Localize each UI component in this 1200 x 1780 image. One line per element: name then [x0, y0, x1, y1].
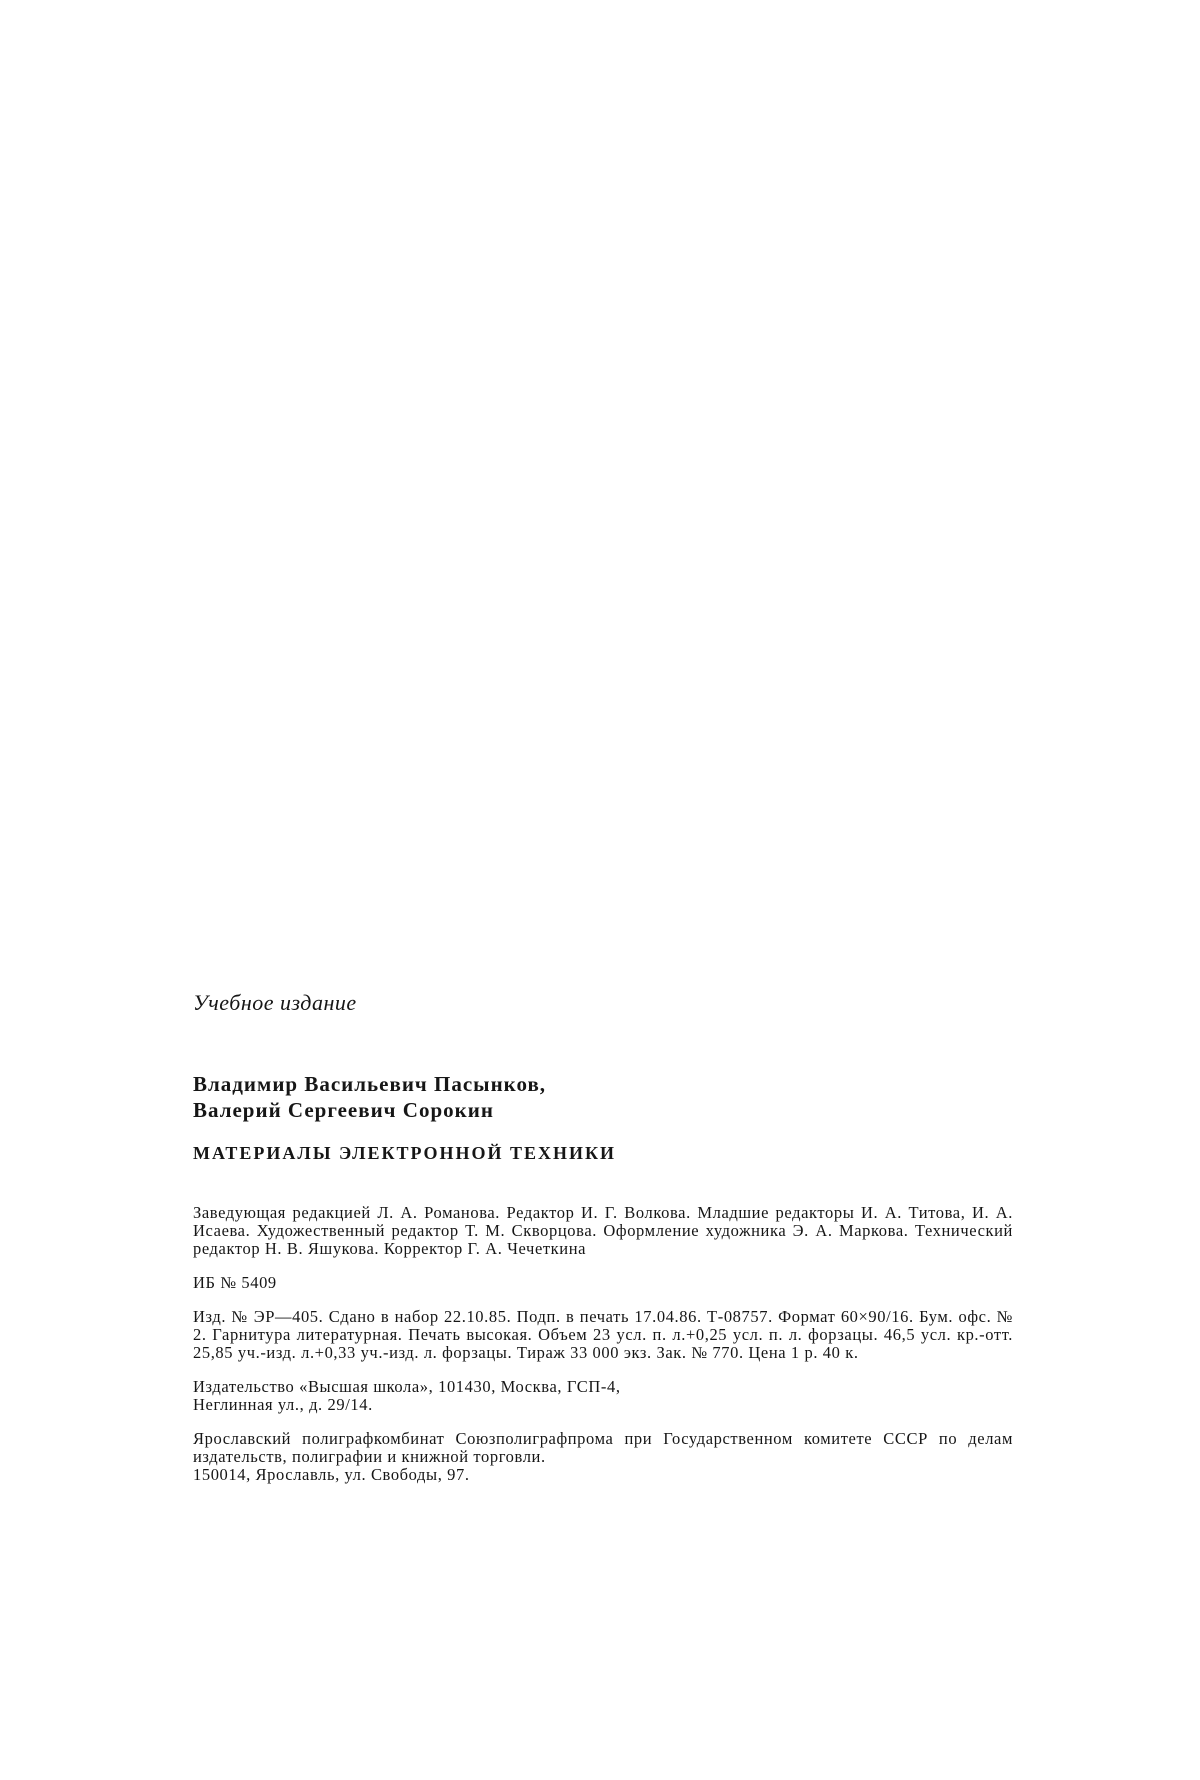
publisher-info [193, 1378, 1013, 1414]
printer-address: 150014, Ярославль, ул. Свободы, 97. [193, 1465, 470, 1484]
publisher-line-1: Издательство «Высшая школа», 101430, Москва, ГСП-4, [193, 1377, 621, 1396]
imprint-block [193, 990, 1013, 1500]
editorial-credits: Заведующая редакцией Л. А. Романова. Редактор И. Г. Волкова. Младшие редакторы И. А. Титова, И. А. Исаева. Художественный редактор Т. М. Скворцова. Оформление художника Э. А. Маркова. Технический редактор Н. В. Яшукова. Корректор Г. А. Чечеткина [193, 1203, 1013, 1258]
edition-type: Учебное издание [193, 990, 357, 1015]
book-title: МАТЕРИАЛЫ ЭЛЕКТРОННОЙ ТЕХНИКИ [193, 1143, 617, 1163]
printer-text: Ярославский полиграфкомбинат Союзполиграфпрома при Государственном комитете СССР по делам издательств, полиграфии и книжной торговли. [193, 1429, 1013, 1466]
publisher-line-2: Неглинная ул., д. 29/14. [193, 1395, 373, 1414]
ib-number: ИБ № 5409 [193, 1273, 277, 1292]
printer-info [193, 1430, 1013, 1484]
print-details: Изд. № ЭР—405. Сдано в набор 22.10.85. Подп. в печать 17.04.86. Т-08757. Формат 60×90/16. Бум. офс. № 2. Гарнитура литературная. Печать высокая. Объем 23 усл. п. л.+0,25 усл. п. л. форзацы. 46,5 усл. кр.-отт. 25,85 уч.-изд. л.+0,33 уч.-изд. л. форзацы. Тираж 33 000 экз. Зак. № 770. Цена 1 р. 40 к. [193, 1307, 1013, 1362]
authors [193, 1071, 1013, 1123]
author-2: Валерий Сергеевич Сорокин [193, 1098, 494, 1122]
author-1: Владимир Васильевич Пасынков, [193, 1072, 547, 1096]
